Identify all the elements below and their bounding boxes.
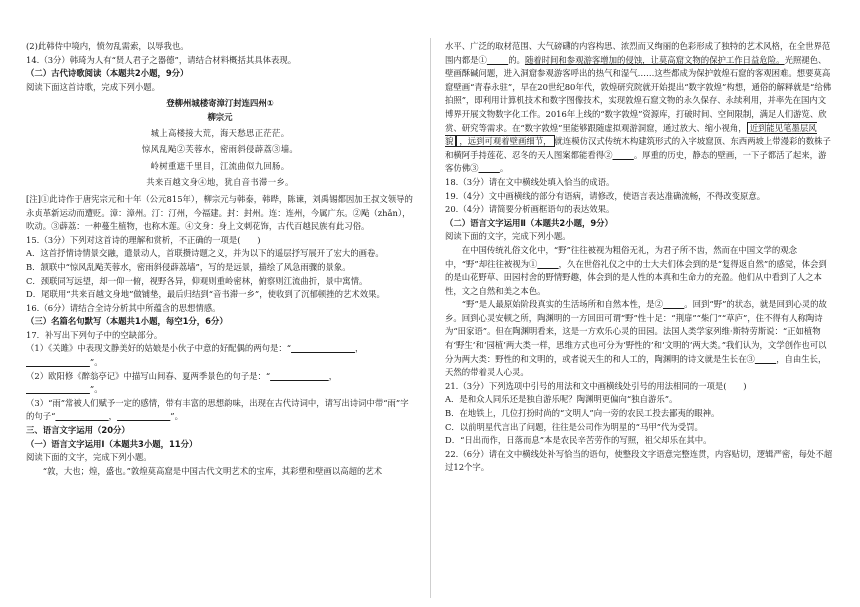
passage-text: 水平、广泛的取材范围、大气磅礴的内容构思、浓烈而又绚丽的色彩形成了独特的艺术风格，在全世界范围内都是① 的。随着时间和参观游客增加的侵蚀，让莫高窟文物的保护工作日益危险。光照褪色、壁画酥碱问题，进入洞窟参观游客呼出的热气和湿气……这些都成为保护敦煌石窟的客观困难。想要莫高窟壁画“青春永驻”，早在20世纪80年代，敦煌研究院就开始提出“数字敦煌”构想，通俗的解释就是“给佛拍照”，即利用计算机技术和数字图像技术，实现敦煌石窟文物的永久保存、永续利用，并率先在国内文博界开展文物数字化工作。2016年上线的“数字敦煌”资源库，打破时间、空间限制，满足人们游览、欣赏、研究等需求。在“数字敦煌”里能够跟随虚拟观游洞窟，通过放大、缩小视角， 近到能见笔墨层风貌 ，远到可观着壁画细节， 就连模仿汉式传统木构建筑形式的入字坡窟顶、东西两坡上带漫彩的数株子和横阿手持莲花、忍冬的天人图案都能看得② 。厚重的历史，静态的壁画，一下子都活了起来，游客仿佛③ 。: [445, 41, 832, 174]
answer-blank: [537, 259, 558, 269]
question-21: 21.（3分）下列选项中引号的用法和文中画横线处引号的用法相同的一项是( ): [445, 380, 747, 391]
poem-line: 惊风乱飐②芙蓉水，密雨斜侵薜荔③墙。: [141, 144, 299, 155]
question-17-1: （1）《关雎》中表现文静美好的姑娘是小伙子中意的好配偶的两句是：“ ， ”。: [26, 343, 364, 368]
option-d: D．“日出而作，日落而息”本是农民辛苦劳作的写照，祖父却乐在其中。: [445, 435, 712, 446]
answer-blank: [755, 354, 776, 364]
section-title: （二）古代诗歌阅读（本题共2小题，9分）: [26, 68, 189, 79]
answer-blank: [26, 357, 90, 367]
boxed-sentence: ，远到可观着壁画细节，: [456, 135, 554, 147]
answer-blank: [487, 55, 508, 65]
passage-text: “野”是人最原始阶段真实的生活场所和自然本性，是② 。回到“野”的状态，就是回到心灵的故乡。回到心灵安顿之所，陶渊明的一方回田可谓“野”性十足：“荆扉”“柴门”“草庐”，住不得有人称陶诗为“田家语”。但在陶渊明看来，这是一方欢乐心灵的田园。法国人类学家列维·斯特劳斯说：“正如植物有‘野生’和‘园植’两大类一样，思维方式也可分为‘野性的’和‘文明的’两大类。”我们认为，文学创作也可以分为两大类：野性的和文明的，或者说天生的和人工的，陶渊明的诗文就是生长在③ ，自由生长，天然的带着灵人心灵。: [445, 299, 827, 378]
section-intro: 阅读下面的文字，完成下列小题。: [26, 452, 152, 463]
answer-blank: [613, 150, 634, 160]
answer-blank: [55, 411, 108, 421]
left-column: [26, 40, 414, 478]
boxed-sentence: 近到能见笔墨层风貌: [445, 122, 817, 147]
question-17-3: （3）“雨”常被人们赋予一定的感情，带有丰富的思想韵味，出现在古代诗词中，请写出诗词中带“雨”字的句子“ ， ”。: [26, 397, 409, 422]
answer-blank: [117, 411, 170, 421]
passage-text: 在中国传统礼俗文化中，“野”往往被视为粗俗无礼，为君子所不齿，然而在中国文学的观念中，“野”却往往被视为① ，久在世俗礼仪之中的士大夫们体会到的是“复得返自然”的感觉，体会到的是山花野草、田园村舍的野情野趣，体会到的是人性的本真和生命力的充盈。他们从中看到了人之本性，文之自然和美之本色。: [445, 244, 827, 296]
section-title: （二）语言文字运用Ⅱ（本题共2小题，9分）: [445, 217, 613, 228]
answer-blank: [270, 371, 329, 381]
question-17-2: （2）欧阳修《醉翁亭记》中描写山间春、夏两季景色的句子是：“ ， ”。: [26, 370, 338, 395]
option-b: B．在地铁上，几位打扮时尚的“文明人”向一旁的农民工投去鄙夷的眼神。: [445, 408, 720, 419]
section-title: （一）语言文字运用Ⅰ（本题共3小题，11分）: [26, 438, 198, 449]
answer-blank: [291, 343, 355, 353]
passage-text: “敦，大也；煌，盛也。”敦煌莫高窟是中国古代文明艺术的宝库，其彩塑和壁画以高超的艺术: [42, 465, 383, 476]
poem-note: [注]①此诗作于唐宪宗元和十年（公元815年），柳宗元与韩泰，韩晔，陈谏，刘禹锡都因加王叔文领导的永贞革新运动而遭贬。漳：漳州。汀：汀州，今福建。封：封州。连：连州，今属广东。②飐（zhǎn），吹动。③薜荔：一种蔓生植物，也称木莲。④文身：身上文刺花饰，古代百越民族有此习俗。: [26, 193, 413, 232]
option-d: D．尾联用“共来百越文身地”做铺垫，最后归结到“音书滞一乡”，使收到了沉郁顿挫的艺术效果。: [26, 289, 385, 300]
question-16: 16.（6分）请结合全诗分析其中所蕴含的思想情感。: [26, 302, 221, 313]
text-line: (2)此韩侍中境内，愤勿乱需索，以辱我也。: [26, 41, 189, 51]
answer-blank: [479, 163, 500, 173]
section-intro: 阅读下面这首诗歌，完成下列小题。: [26, 81, 160, 92]
poem-line: 岭树重遮千里目，江流曲似九回肠。: [150, 160, 290, 171]
question-14: 14.（3分）韩琦为人有“贤人君子之器德”，请结合材料概括其具体表现。: [26, 54, 297, 65]
question-15: 15.（3分）下列对这首诗的理解和赏析，不正确的一项是( ): [26, 234, 261, 245]
option-c: C．颈联同写远望，却一仰一俯，视野各异，仰观则重岭密林，俯察则江流曲折，景中寓情。: [26, 275, 368, 286]
question-17: 17．补写出下列句子中的空缺部分。: [26, 329, 163, 340]
option-c: C．以前明星代言出了问题，往往是公司作为明星的“马甲”代为受罚。: [445, 421, 703, 432]
answer-blank: [663, 299, 684, 309]
answer-blank: [26, 384, 90, 394]
poem-line: 城上高楼接大荒，海天愁思正茫茫。: [150, 127, 290, 138]
question-22: 22.（6分）请在文中横线处补写恰当的语句，使整段文字语意完整连贯，内容贴切，逻辑严密，每处不超过12个字。: [445, 448, 833, 473]
option-b: B．颔联中“惊风乱飐芙蓉水，密雨斜侵薜荔墙”，写的是远景，描绘了风急雨骤的景象。: [26, 261, 351, 272]
column-divider: [430, 38, 431, 598]
part-title: 三、语言文字运用（20分）: [26, 425, 130, 436]
poem-line: 共来百越文身④地，犹自音书滞一乡。: [146, 177, 294, 188]
section-title: （三）名篇名句默写（本题共1小题，每空1分，6分）: [26, 316, 228, 327]
question-20: 20.（4分）请简要分析画框语句的表达效果。: [445, 204, 615, 215]
poem-title: 登柳州城楼寄漳汀封连四州①: [166, 98, 274, 109]
section-intro: 阅读下面的文字，完成下列小题。: [445, 231, 571, 242]
question-19: 19.（4分）文中画横线的部分有语病，请修改，使语言表达准确流畅，不得改变原意。: [445, 190, 766, 201]
right-column: [445, 40, 833, 475]
option-a: A．这首抒情诗情景交融，遣景动人，首联攒诗题之义，并为以下的遥层抒写展开了宏大的画卷。: [26, 248, 384, 259]
poem-author: 柳宗元: [207, 111, 233, 122]
option-a: A．是和众人同乐还是独自游乐呢？陶渊明更偏向“独自游乐”。: [445, 394, 678, 405]
question-18: 18.（3分）请在文中横线处填入恰当的成语。: [445, 176, 615, 187]
underlined-sentence: 随着时间和参观游客增加的侵蚀，让莫高窟文物的保护工作日益危险。: [524, 54, 785, 65]
